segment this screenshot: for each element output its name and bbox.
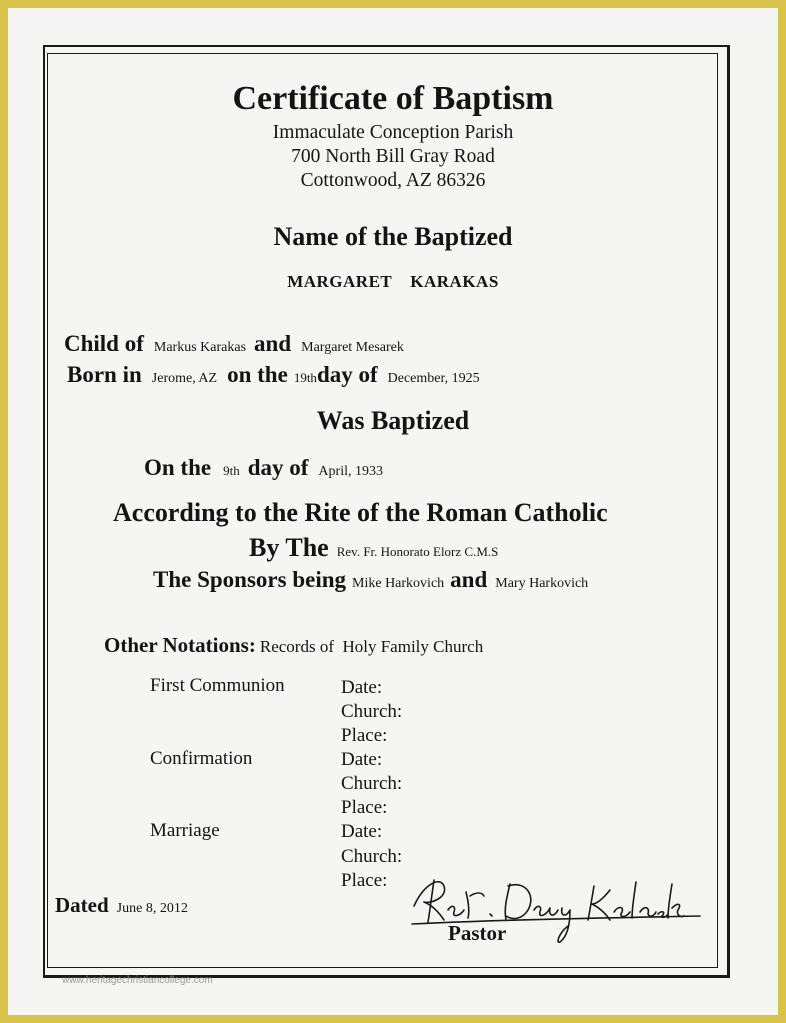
day-of-label-2: day of [247,455,309,480]
birth-day: 19th [293,370,317,385]
baptism-date: April, 1933 [318,464,383,479]
mother-name: Margaret Mesarek [301,340,404,355]
baptism-day: 9th [223,463,240,478]
minister-line [249,533,498,563]
last-name: KARAKAS [410,272,499,291]
marriage-church-label: Church: [341,846,403,867]
on-the-label-2: On the [144,455,212,480]
sponsor-2: Mary Harkovich [495,576,589,591]
first-communion-church-label: Church: [341,701,403,722]
by-the-label: By The [249,533,329,562]
baptism-date-line [144,455,383,481]
was-baptized: Was Baptized [316,406,470,435]
and-label: and [254,331,292,356]
name-heading: Name of the Baptized [273,222,513,251]
confirmation-date-label: Date: [341,749,383,770]
other-notations-value: Records of Holy Family Church [259,637,484,656]
address-line-1: 700 North Bill Gray Road [291,146,495,167]
birthplace: Jerome, AZ [151,371,218,386]
pastor-label: Pastor [448,921,507,945]
parents-line [64,331,404,357]
certificate-title: Certificate of Baptism [232,80,554,117]
minister-name: Rev. Fr. Honorato Elorz C.M.S [336,544,499,559]
first-communion-label: First Communion [150,675,285,696]
first-communion-date-label: Date: [341,677,383,698]
address-line-2: Cottonwood, AZ 86326 [300,170,486,191]
day-of-label: day of [316,362,378,387]
dated-value: June 8, 2012 [116,901,188,916]
birth-line [67,362,480,388]
father-name: Markus Karakas [153,340,247,355]
born-in-label: Born in [67,362,142,387]
rite-text: According to the Rite of the Roman Catholic [113,498,608,527]
other-notations-line [104,633,483,658]
watermark: www.heritagechristiancollege.com [62,975,213,986]
marriage-place-label: Place: [341,870,388,891]
child-of-label: Child of [64,331,144,356]
baptized-name [0,272,786,292]
birth-date: December, 1925 [387,371,480,386]
on-the-label: on the [227,362,288,387]
dated-label: Dated [55,893,109,917]
and-label-2: and [450,567,488,592]
sponsor-1: Mike Harkovich [352,576,445,591]
sponsors-label: The Sponsors being [153,567,347,592]
confirmation-label: Confirmation [150,748,253,769]
dated-line [55,893,188,918]
parish-name: Immaculate Conception Parish [272,122,514,143]
confirmation-place-label: Place: [341,797,388,818]
confirmation-church-label: Church: [341,773,403,794]
other-notations-label: Other Notations: [104,633,256,657]
first-name: MARGARET [287,272,393,291]
marriage-date-label: Date: [341,821,383,842]
sponsors-line [153,567,588,593]
marriage-label: Marriage [150,820,220,841]
first-communion-place-label: Place: [341,725,388,746]
